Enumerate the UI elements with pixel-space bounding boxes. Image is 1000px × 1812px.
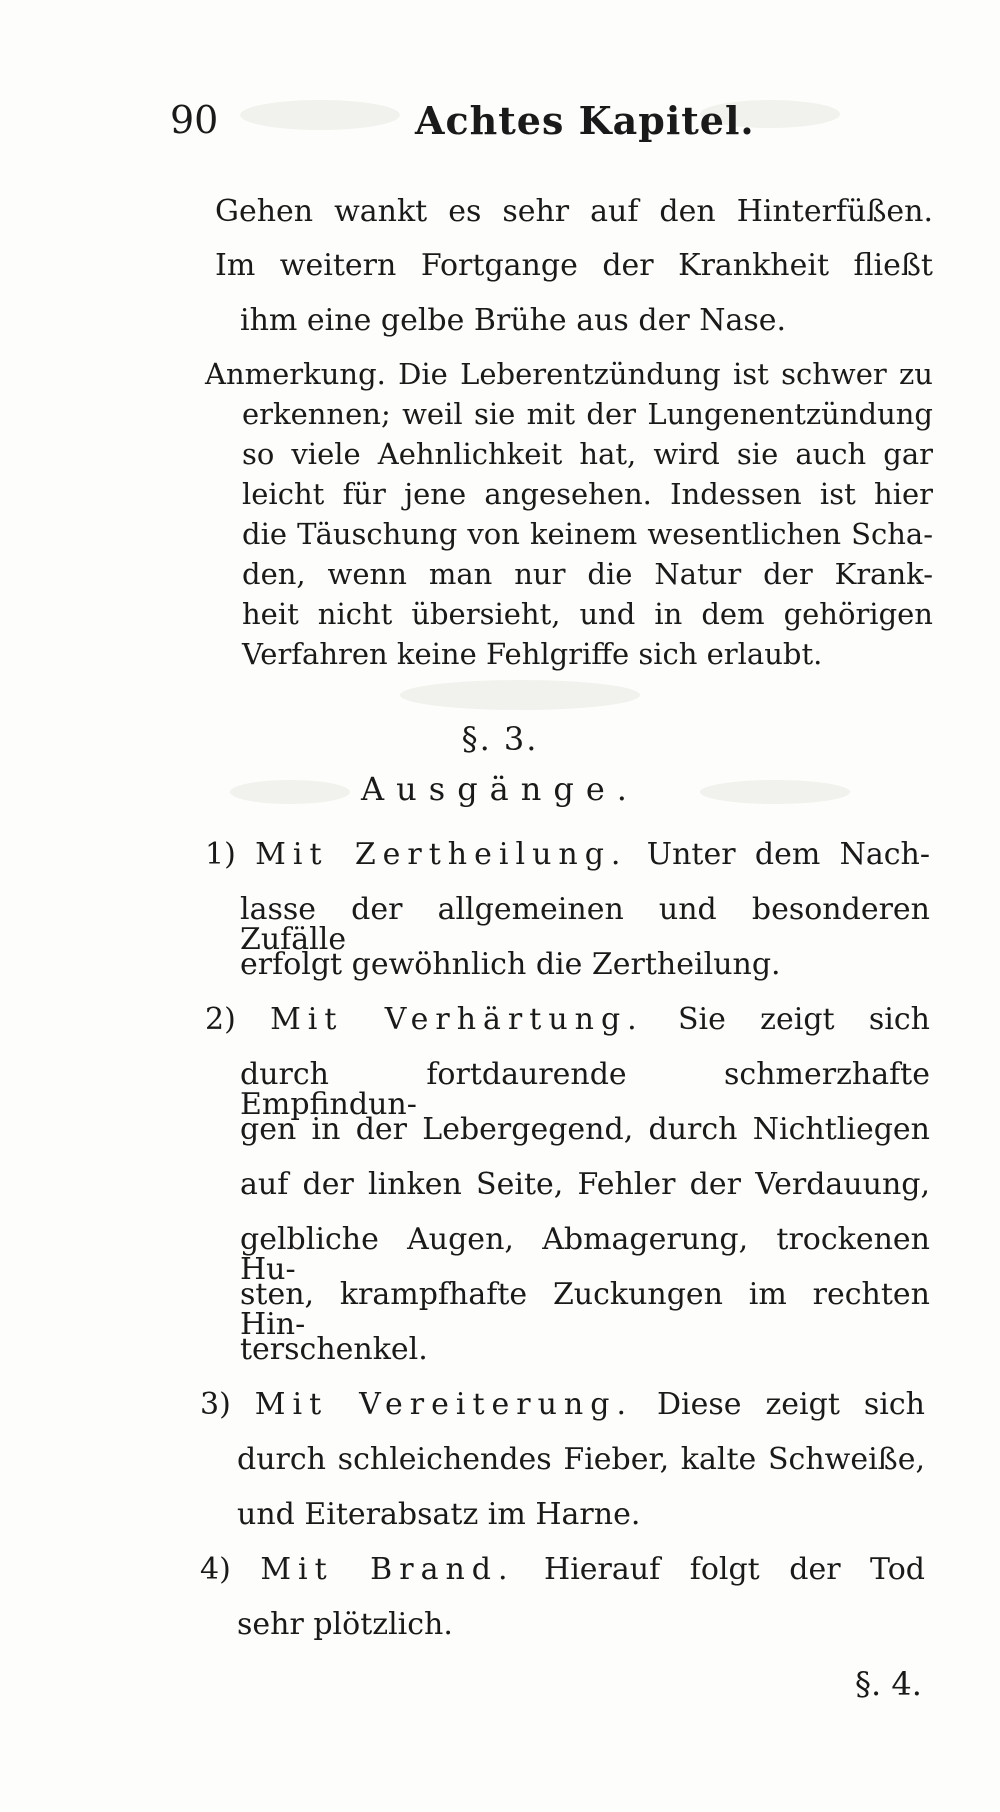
list-item-line: sehr plötzlich. bbox=[237, 1607, 453, 1642]
text-line: ihm eine gelbe Brühe aus der Nase. bbox=[240, 303, 787, 338]
page-number: 90 bbox=[170, 98, 219, 142]
list-item-line: terschenkel. bbox=[240, 1332, 428, 1367]
item-heading: Mit Vereiterung. bbox=[254, 1387, 633, 1422]
note-line: leicht für jene angesehen. Indessen ist hier bbox=[242, 477, 933, 511]
item-marker: 3) bbox=[200, 1387, 231, 1422]
list-item-line: sten, krampfhafte Zuckungen im rechten Hin- bbox=[240, 1277, 930, 1342]
list-item-line: erfolgt gewöhnlich die Zertheilung. bbox=[240, 947, 781, 982]
text-line: Gehen wankt es sehr auf den Hinterfüßen. bbox=[215, 194, 933, 229]
catchword: §. 4. bbox=[855, 1665, 922, 1703]
running-head: Achtes Kapitel. bbox=[415, 98, 755, 143]
item-heading: Mit Zertheilung. bbox=[255, 837, 628, 872]
note-line: Verfahren keine Fehlgriffe sich erlaubt. bbox=[242, 637, 823, 671]
section-title: Ausgänge. bbox=[361, 770, 639, 808]
list-item-line: durch fortdaurende schmerzhafte Empfindun- bbox=[240, 1057, 930, 1122]
text-line: Im weitern Fortgange der Krankheit fließt bbox=[215, 248, 933, 283]
note-lead: Anmerkung. bbox=[205, 357, 386, 391]
list-item-line: durch schleichendes Fieber, kalte Schweiße, bbox=[237, 1442, 925, 1477]
item-text: Sie zeigt sich bbox=[678, 1002, 930, 1037]
item-text: Diese zeigt sich bbox=[656, 1387, 925, 1422]
list-item-line: gelbliche Augen, Abmagerung, trockenen Hu- bbox=[240, 1222, 930, 1287]
bleed-through-stain bbox=[400, 680, 640, 710]
list-item-first-line bbox=[205, 837, 930, 872]
list-item-first-line bbox=[200, 1387, 925, 1422]
item-text: Hierauf folgt der Tod bbox=[544, 1552, 925, 1587]
note-line: heit nicht übersieht, und in dem gehörigen bbox=[242, 597, 933, 631]
item-heading: Mit Verhärtung. bbox=[270, 1002, 644, 1037]
note-line: erkennen; weil sie mit der Lungenentzündung bbox=[242, 397, 933, 431]
item-marker: 1) bbox=[205, 837, 236, 872]
list-item-first-line bbox=[200, 1552, 925, 1587]
item-text: Unter dem Nach- bbox=[646, 837, 930, 872]
list-item-first-line bbox=[205, 1002, 930, 1037]
note-first-line bbox=[205, 357, 933, 391]
section-number: §. 3. bbox=[461, 720, 539, 758]
item-marker: 2) bbox=[205, 1002, 236, 1037]
list-item-line: auf der linken Seite, Fehler der Verdauung, bbox=[240, 1167, 930, 1202]
note-line: so viele Aehnlichkeit hat, wird sie auch gar bbox=[242, 437, 933, 471]
note-line: die Täuschung von keinem wesentlichen Scha- bbox=[242, 517, 933, 551]
page-header bbox=[170, 98, 930, 148]
note-line: Die Leberentzündung ist schwer zu bbox=[398, 357, 933, 391]
list-item-line: gen in der Lebergegend, durch Nichtliegen bbox=[240, 1112, 930, 1147]
list-item-line: und Eiterabsatz im Harne. bbox=[237, 1497, 641, 1532]
item-marker: 4) bbox=[200, 1552, 231, 1587]
note-line: den, wenn man nur die Natur der Krank- bbox=[242, 557, 933, 591]
item-heading: Mit Brand. bbox=[260, 1552, 515, 1587]
list-item-line: lasse der allgemeinen und besonderen Zufälle bbox=[240, 892, 930, 957]
